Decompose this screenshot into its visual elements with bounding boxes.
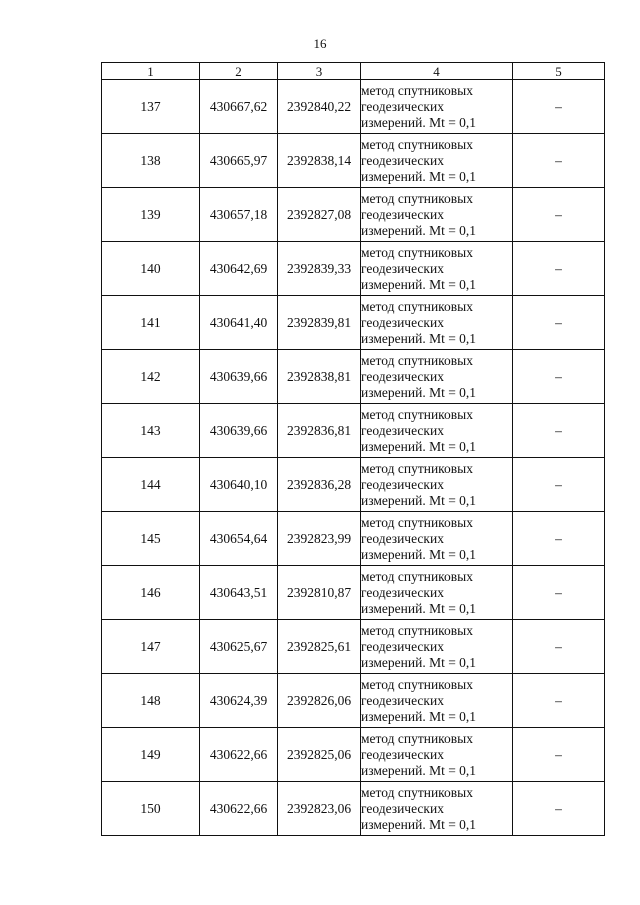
method-line-1: метод спутниковых (361, 136, 473, 152)
table-row (102, 188, 605, 242)
method-cell (361, 80, 513, 134)
col5-value: – (513, 512, 605, 566)
coord-y: 2392826,06 (278, 674, 361, 728)
coord-y: 2392839,81 (278, 296, 361, 350)
point-number: 139 (102, 188, 200, 242)
point-number: 149 (102, 728, 200, 782)
coord-y: 2392838,81 (278, 350, 361, 404)
method-cell (361, 350, 513, 404)
coord-y: 2392827,08 (278, 188, 361, 242)
point-number: 145 (102, 512, 200, 566)
col5-value: – (513, 296, 605, 350)
method-line-2: геодезических (361, 422, 444, 438)
method-cell (361, 566, 513, 620)
header-col-2: 2 (200, 63, 278, 80)
method-line-3: измерений. Mt = 0,1 (361, 546, 477, 562)
method-line-1: метод спутниковых (361, 190, 473, 206)
method-cell (361, 728, 513, 782)
point-number: 141 (102, 296, 200, 350)
method-line-2: геодезических (361, 746, 444, 762)
method-line-1: метод спутниковых (361, 460, 473, 476)
table-row (102, 404, 605, 458)
method-line-1: метод спутниковых (361, 784, 473, 800)
method-cell (361, 458, 513, 512)
coord-x: 430639,66 (200, 350, 278, 404)
coord-y: 2392838,14 (278, 134, 361, 188)
method-line-1: метод спутниковых (361, 514, 473, 530)
header-col-3: 3 (278, 63, 361, 80)
point-number: 148 (102, 674, 200, 728)
table-row (102, 134, 605, 188)
header-col-1: 1 (102, 63, 200, 80)
table-row (102, 674, 605, 728)
method-line-2: геодезических (361, 368, 444, 384)
table-row (102, 620, 605, 674)
method-line-2: геодезических (361, 692, 444, 708)
coord-y: 2392825,61 (278, 620, 361, 674)
method-line-1: метод спутниковых (361, 298, 473, 314)
method-line-3: измерений. Mt = 0,1 (361, 168, 477, 184)
col5-value: – (513, 458, 605, 512)
table-row (102, 782, 605, 836)
coordinates-table (101, 62, 605, 836)
method-line-1: метод спутниковых (361, 676, 473, 692)
method-line-2: геодезических (361, 638, 444, 654)
point-number: 137 (102, 80, 200, 134)
coord-x: 430642,69 (200, 242, 278, 296)
col5-value: – (513, 620, 605, 674)
method-line-1: метод спутниковых (361, 406, 473, 422)
header-col-5: 5 (513, 63, 605, 80)
coord-y: 2392823,99 (278, 512, 361, 566)
method-line-3: измерений. Mt = 0,1 (361, 114, 477, 130)
coord-y: 2392823,06 (278, 782, 361, 836)
coord-x: 430622,66 (200, 782, 278, 836)
method-cell (361, 242, 513, 296)
table-row (102, 512, 605, 566)
method-line-2: геодезических (361, 584, 444, 600)
method-cell (361, 674, 513, 728)
method-line-2: геодезических (361, 98, 444, 114)
method-cell (361, 134, 513, 188)
method-line-1: метод спутниковых (361, 244, 473, 260)
coord-y: 2392836,28 (278, 458, 361, 512)
method-line-3: измерений. Mt = 0,1 (361, 762, 477, 778)
point-number: 138 (102, 134, 200, 188)
method-line-1: метод спутниковых (361, 568, 473, 584)
coord-y: 2392836,81 (278, 404, 361, 458)
coord-x: 430657,18 (200, 188, 278, 242)
page-number: 16 (313, 36, 327, 51)
method-line-1: метод спутниковых (361, 82, 473, 98)
method-line-3: измерений. Mt = 0,1 (361, 384, 477, 400)
point-number: 143 (102, 404, 200, 458)
coord-x: 430654,64 (200, 512, 278, 566)
method-line-3: измерений. Mt = 0,1 (361, 222, 477, 238)
method-line-3: измерений. Mt = 0,1 (361, 276, 477, 292)
col5-value: – (513, 80, 605, 134)
col5-value: – (513, 350, 605, 404)
method-cell (361, 620, 513, 674)
point-number: 144 (102, 458, 200, 512)
coord-y: 2392839,33 (278, 242, 361, 296)
coord-y: 2392810,87 (278, 566, 361, 620)
col5-value: – (513, 188, 605, 242)
table-row (102, 566, 605, 620)
method-line-2: геодезических (361, 800, 444, 816)
point-number: 142 (102, 350, 200, 404)
coord-x: 430622,66 (200, 728, 278, 782)
table-row (102, 296, 605, 350)
point-number: 146 (102, 566, 200, 620)
coord-x: 430641,40 (200, 296, 278, 350)
table-row (102, 350, 605, 404)
point-number: 150 (102, 782, 200, 836)
table-row (102, 458, 605, 512)
method-line-1: метод спутниковых (361, 352, 473, 368)
coord-y: 2392840,22 (278, 80, 361, 134)
method-line-3: измерений. Mt = 0,1 (361, 492, 477, 508)
method-line-1: метод спутниковых (361, 730, 473, 746)
method-line-2: геодезических (361, 476, 444, 492)
method-cell (361, 296, 513, 350)
method-cell (361, 188, 513, 242)
method-line-3: измерений. Mt = 0,1 (361, 600, 477, 616)
table-row (102, 242, 605, 296)
coord-x: 430639,66 (200, 404, 278, 458)
method-line-2: геодезических (361, 152, 444, 168)
method-line-2: геодезических (361, 530, 444, 546)
method-cell (361, 404, 513, 458)
col5-value: – (513, 674, 605, 728)
col5-value: – (513, 134, 605, 188)
col5-value: – (513, 782, 605, 836)
coord-x: 430624,39 (200, 674, 278, 728)
method-line-3: измерений. Mt = 0,1 (361, 330, 477, 346)
coord-y: 2392825,06 (278, 728, 361, 782)
table-row (102, 728, 605, 782)
method-line-3: измерений. Mt = 0,1 (361, 654, 477, 670)
table-header-row (102, 63, 605, 80)
col5-value: – (513, 728, 605, 782)
coord-x: 430625,67 (200, 620, 278, 674)
method-line-2: геодезических (361, 206, 444, 222)
coord-x: 430640,10 (200, 458, 278, 512)
method-line-2: геодезических (361, 260, 444, 276)
method-line-3: измерений. Mt = 0,1 (361, 438, 477, 454)
point-number: 147 (102, 620, 200, 674)
coord-x: 430665,97 (200, 134, 278, 188)
point-number: 140 (102, 242, 200, 296)
method-line-2: геодезических (361, 314, 444, 330)
header-col-4: 4 (361, 63, 513, 80)
table-row (102, 80, 605, 134)
method-cell (361, 782, 513, 836)
col5-value: – (513, 566, 605, 620)
coord-x: 430643,51 (200, 566, 278, 620)
col5-value: – (513, 242, 605, 296)
method-line-3: измерений. Mt = 0,1 (361, 816, 477, 832)
col5-value: – (513, 404, 605, 458)
method-line-1: метод спутниковых (361, 622, 473, 638)
method-line-3: измерений. Mt = 0,1 (361, 708, 477, 724)
coord-x: 430667,62 (200, 80, 278, 134)
method-cell (361, 512, 513, 566)
